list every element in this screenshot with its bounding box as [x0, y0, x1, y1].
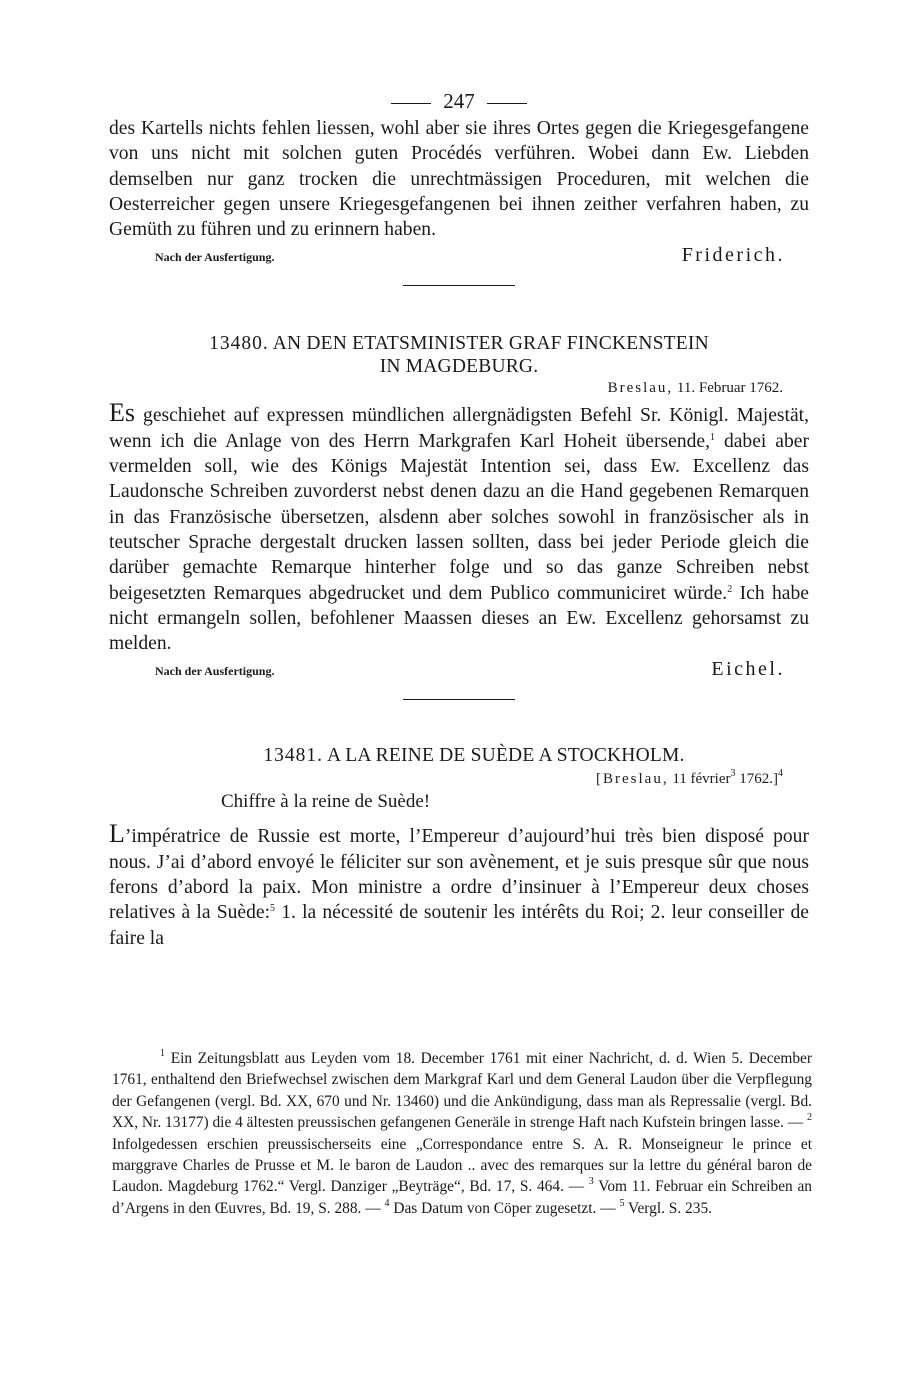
footnote-text: Das Datum von Cöper zugesetzt. —: [393, 1199, 616, 1217]
initial-letter: Es: [109, 398, 135, 428]
continuation-source-line: [109, 244, 809, 267]
letter-text-13480: [109, 400, 809, 656]
header-dash-left: [391, 103, 431, 104]
source-note: Nach der Ausfertigung.: [155, 664, 275, 679]
footnotes: [112, 1048, 812, 1219]
section-number: 13481.: [263, 745, 323, 767]
page-number: 247: [443, 89, 475, 113]
section-title-13480: [109, 332, 809, 378]
text-part: Ich habe nicht ermangeln sollen, befohlener Maassen dieses an Ew. Excellenz gehorsamst zu melden.: [109, 582, 809, 655]
section-title-line1: A LA REINE DE SUÈDE A STOCKHOLM.: [327, 745, 685, 767]
dateline-13480: [109, 378, 783, 398]
chiffre-note: Chiffre à la reine de Suède!: [221, 791, 431, 813]
dateline-place: Breslau,: [607, 380, 674, 397]
letter-text-13481: [109, 821, 809, 950]
text-part: ’impératrice de Russie est morte, l’Empereur d’aujourd’hui très bien disposé pour nous. J’ai d’abord envoyé le féliciter sur son avènement, et je suis presque sûr que nous ferons d’abord la paix. Mon ministre a ordre d’insinuer à l’Empereur deux choses relatives à la Suède:: [109, 826, 809, 924]
continuation-text: des Kartells nichts fehlen liessen, wohl aber sie ihres Ortes gegen die Kriegesgefangene von uns nicht mit solchen guten Procédés verführen. Wobei dann Ew. Liebden demselben nur ganz trocken die unrechtmässigen Proceduren, mit welchen die Oesterreicher gegen unsere Kriegesgefangenen bei ihnen zeither verfahren haben, zu Gemüth zu führen und zu erinnern haben.: [109, 118, 809, 241]
footnote-text: Infolgedessen erschien preussischerseits eine „Correspondance entre S. A. R. Monseigneur le prince et marggrave Charles de Prusse et M. le baron de Laudon .. avec des remarques sur la lettre du général baron de Laudon. Magdeburg 1762.“ Vergl. Danziger „Beyträge“, Bd. 17, S. 464. —: [112, 1135, 812, 1196]
footnote-ref: 3: [730, 768, 736, 780]
footnote-mark: 4: [384, 1197, 390, 1209]
dateline-13481: [109, 768, 809, 817]
footnote-text: Vergl. S. 235.: [628, 1199, 712, 1217]
footnote-mark: 3: [588, 1176, 594, 1188]
footnote-ref: 1: [710, 431, 716, 443]
header-dash-right: [487, 103, 527, 104]
footnote-ref: 5: [270, 903, 276, 915]
page: [109, 86, 809, 951]
dateline-year: 1762.]: [739, 771, 778, 788]
text-part: 1. la nécessité de soutenir les intérêts du Roi; 2. leur conseiller de faire la: [109, 902, 809, 949]
signature: Eichel.: [711, 658, 785, 681]
footnote-mark: 1: [160, 1048, 165, 1059]
section-title-13481: [109, 744, 809, 767]
dateline-place: [Breslau,: [596, 771, 669, 788]
text-part: dabei aber vermelden soll, wie des Königs Majestät Intention sei, dass Ew. Excellenz das Laudonsche Schreiben zuvorderst nebst denen dazu an die Hand gegebenen Remarquen in das Französische übersetzen, alsdenn aber solches sowohl in französischer als in teutscher Sprache dergestalt drucken lassen sollten, dass bei jeder Periode gleich die darüber gemachte Remarque hinterher folge und so das ganze Schreiben nebst beigesetzten Remarques abgedrucket und dem Publico communiciret würde.: [109, 430, 809, 604]
dateline: [596, 768, 783, 788]
source-line-13480: [109, 658, 809, 681]
page-header: [109, 86, 809, 116]
footnote-ref: 4: [778, 768, 783, 780]
footnote-ref: 2: [727, 583, 733, 595]
text-part: geschiehet auf expressen mündlichen allergnädigsten Befehl Sr. Königl. Majestät, wenn ich die Anlage von des Herrn Markgrafen Karl Hoheit übersende,: [109, 405, 809, 452]
signature: Friderich.: [681, 244, 785, 267]
dateline-date: 11 février: [672, 771, 731, 788]
section-title-line2: IN MAGDEBURG.: [379, 356, 539, 378]
footnote-text: Vom 11. Februar ein Schreiben an d’Argens in den Œuvres, Bd. 19, S. 288. —: [112, 1178, 812, 1217]
dateline-date: 11. Februar 1762.: [676, 380, 783, 397]
footnote-block: [112, 1048, 812, 1219]
initial-letter: L: [109, 819, 125, 849]
section-number: 13480.: [209, 333, 269, 355]
section-title-line1: AN DEN ETATSMINISTER GRAF FINCKENSTEIN: [272, 333, 709, 355]
footnote-mark: 5: [619, 1197, 625, 1209]
footnote-text: Ein Zeitungsblatt aus Leyden vom 18. December 1761 mit einer Nachricht, d. d. Wien 5. December 1761, enthaltend den Briefwechsel zwischen dem Markgraf Karl und dem General Laudon über die Verpflegung der Gefangenen (vergl. Bd. XX, 670 und Nr. 13460) und die Ankündigung, dass man als Repressalie (vergl. Bd. XX, Nr. 13177) die 4 ältesten preussischen gefangenen Generäle in strenge Haft nach Kufstein bringen lasse. —: [112, 1050, 812, 1132]
source-note: Nach der Ausfertigung.: [155, 250, 275, 265]
footnote-mark: 2: [807, 1112, 812, 1124]
